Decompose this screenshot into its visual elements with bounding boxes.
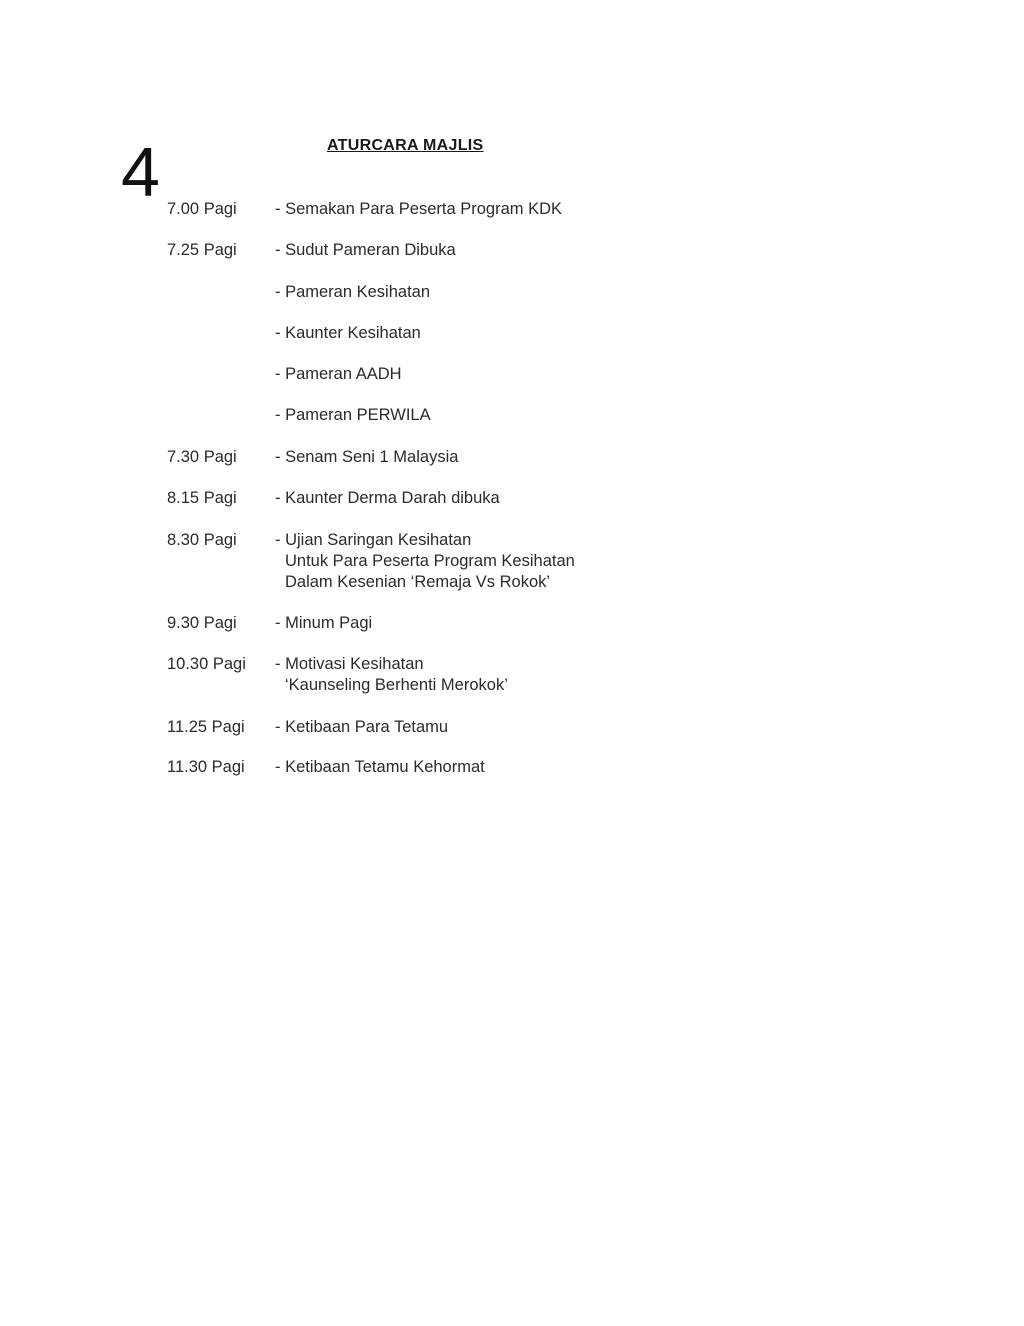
description-line: - Ujian Saringan Kesihatan: [275, 531, 472, 549]
schedule-time: 11.30 Pagi: [167, 758, 245, 776]
schedule-description: [275, 757, 485, 778]
schedule-time: 9.30 Pagi: [167, 614, 237, 632]
schedule-time: 7.25 Pagi: [167, 241, 237, 259]
schedule-description: [275, 364, 402, 385]
document-title: ATURCARA MAJLIS: [327, 137, 484, 154]
schedule-time: 8.15 Pagi: [167, 489, 237, 507]
schedule-description: [275, 282, 430, 303]
schedule-description: [275, 240, 456, 261]
description-line: - Pameran Kesihatan: [275, 283, 431, 301]
schedule-description: [275, 613, 372, 634]
schedule-description: [275, 654, 508, 696]
schedule-time: 11.25 Pagi: [167, 718, 245, 736]
schedule-time: 10.30 Pagi: [167, 655, 246, 673]
description-line: - Motivasi Kesihatan: [275, 655, 424, 673]
description-line: - Pameran AADH: [275, 365, 402, 383]
page-number: 4: [121, 133, 160, 211]
description-line: - Minum Pagi: [275, 614, 373, 632]
schedule-time: 7.30 Pagi: [167, 448, 237, 466]
schedule-description: [275, 717, 448, 738]
description-line: - Semakan Para Peserta Program KDK: [275, 200, 563, 218]
description-line: Dalam Kesenian ‘Remaja Vs Rokok’: [285, 573, 551, 591]
schedule-description: [275, 405, 431, 426]
schedule-description: [275, 447, 458, 468]
schedule-description: [275, 323, 421, 344]
description-line: - Ketibaan Para Tetamu: [275, 718, 449, 736]
schedule-description: [275, 530, 575, 593]
description-line: - Senam Seni 1 Malaysia: [275, 448, 459, 466]
description-line: - Pameran PERWILA: [275, 406, 431, 424]
schedule-description: [275, 199, 562, 220]
description-line: ‘Kaunseling Berhenti Merokok’: [285, 676, 508, 694]
description-line: - Kaunter Derma Darah dibuka: [275, 489, 500, 507]
description-line: - Kaunter Kesihatan: [275, 324, 421, 342]
description-line: - Sudut Pameran Dibuka: [275, 241, 456, 259]
schedule-description: [275, 488, 500, 509]
description-line: - Ketibaan Tetamu Kehormat: [275, 758, 485, 776]
schedule-time: 7.00 Pagi: [167, 200, 237, 218]
description-line: Untuk Para Peserta Program Kesihatan: [285, 552, 575, 570]
schedule-time: 8.30 Pagi: [167, 531, 237, 549]
